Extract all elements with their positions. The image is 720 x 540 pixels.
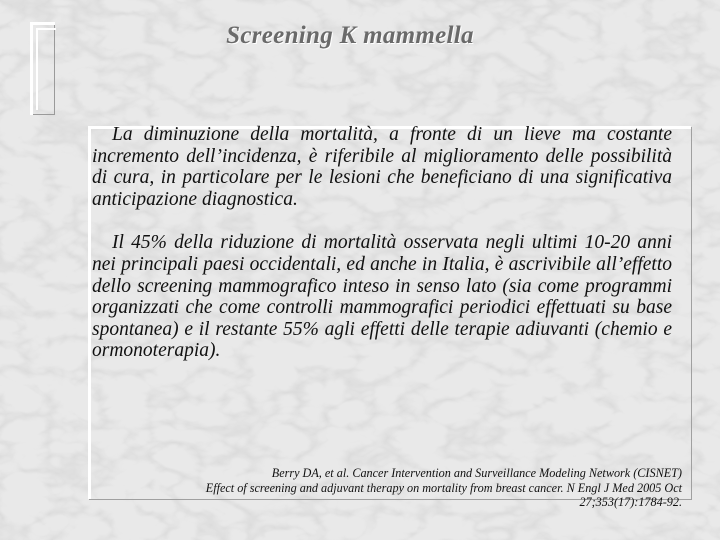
citation [90,466,682,510]
citation-line-2: Effect of screening and adjuvant therapy on mortality from breast cancer. N Engl J Med 2005 Oct [205,480,682,495]
paragraph-screening-effect: Il 45% della riduzione di mortalità osservata negli ultimi 10-20 anni nei principali paesi occidentali, ed anche in Italia, è ascrivibile all’effetto dello screening mammografico inteso in senso lato (sia come programmi organizzati che come controlli mammografici periodici effettuati su base spontanea) e il restante 55% agli effetti delle terapie adiuvanti (chemio e ormonoterapia). [92,232,672,362]
slide-title: Screening K mammella [226,22,474,49]
citation-line-1: Berry DA, et al. Cancer Intervention and Surveillance Modeling Network (CISNET) [271,466,682,480]
paragraph-mortality-reduction: La diminuzione della mortalità, a fronte di un lieve ma costante incremento dell’incidenza, è riferibile al miglioramento delle possibilità di cura, in particolare per le lesioni che beneficiano di una significativa anticipazione diagnostica. [92,124,672,210]
citation-line-3: 27;353(17):1784-92. [579,495,682,510]
slide-body [92,124,672,384]
